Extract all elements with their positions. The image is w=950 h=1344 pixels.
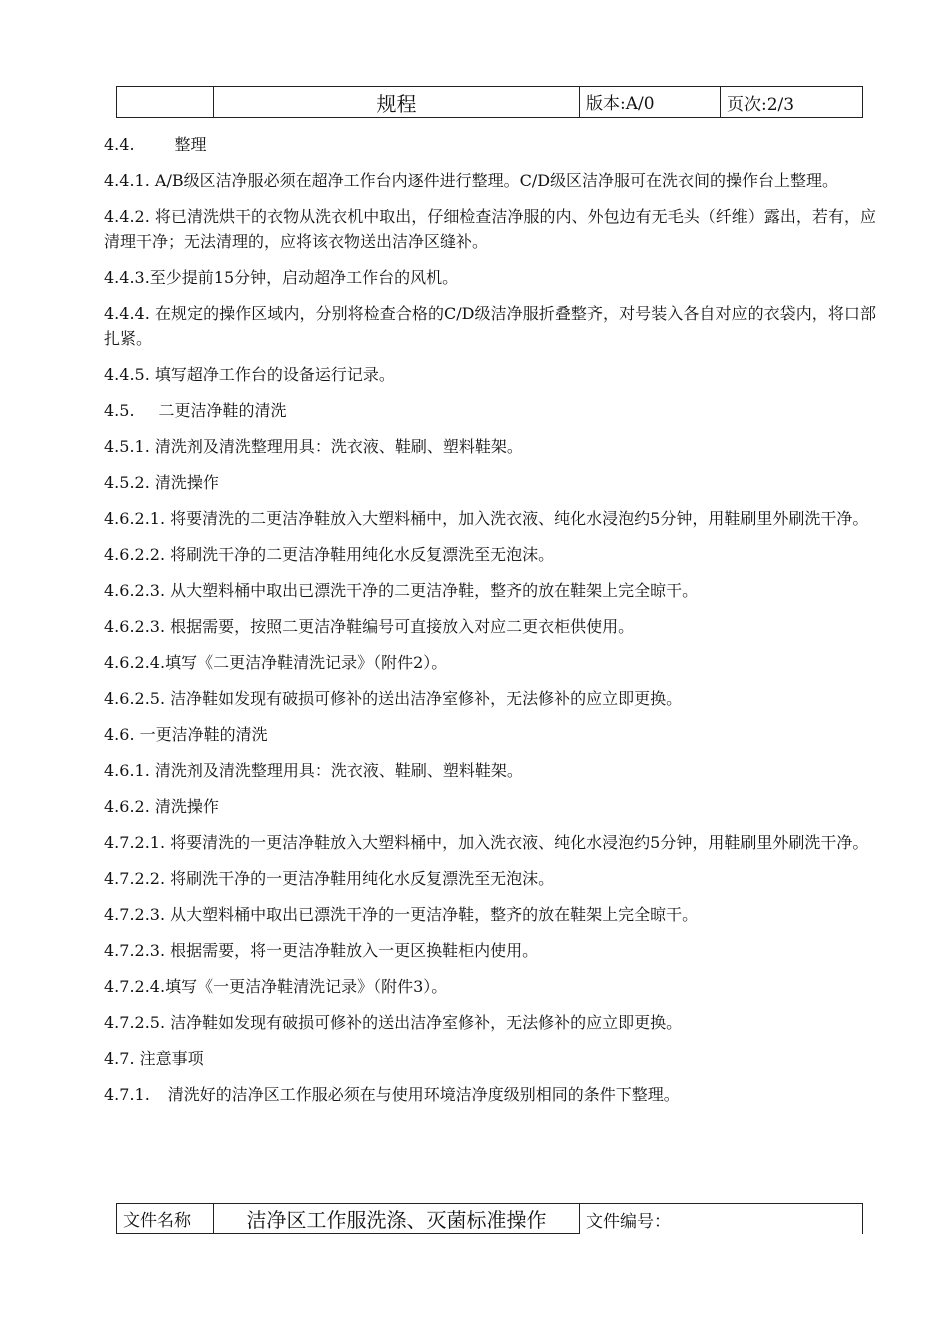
footer-table	[116, 1203, 863, 1234]
para-4-6-1: 4.6.1. 清洗剂及清洗整理用具：洗衣液、鞋刷、塑料鞋架。	[104, 761, 523, 780]
para-4-7-2-3a: 4.7.2.3. 从大塑料桶中取出已漂洗干净的一更洁净鞋，整齐的放在鞋架上完全晾干。	[104, 905, 699, 924]
footer-number-label: 文件编号：	[580, 1204, 863, 1234]
para-4-4-4: 4.4.4. 在规定的操作区域内，分别将检查合格的C/D级洁净服折叠整齐，对号装入各自对应的衣袋内，将口部扎紧。	[104, 304, 876, 348]
para-4-4-1: 4.4.1. A/B级区洁净服必须在超净工作台内逐件进行整理。C/D级区洁净服可在洗衣间的操作台上整理。	[104, 171, 839, 190]
para-4-6-2-3a: 4.6.2.3. 从大塑料桶中取出已漂洗干净的二更洁净鞋，整齐的放在鞋架上完全晾干。	[104, 581, 699, 600]
header-page: 页次:2/3	[721, 87, 863, 118]
section-4-4	[104, 132, 876, 157]
para-4-7-2-3b: 4.7.2.3. 根据需要，将一更洁净鞋放入一更区换鞋柜内使用。	[104, 941, 539, 960]
para-4-7-1	[104, 1082, 876, 1107]
document-body	[104, 132, 876, 1118]
para-4-6-2-4: 4.6.2.4.填写《二更洁净鞋清洗记录》（附件2）。	[104, 653, 448, 672]
header-version: 版本:A/0	[580, 87, 721, 118]
section-title: 整理	[174, 135, 207, 154]
para-text: 清洗好的洁净区工作服必须在与使用环境洁净度级别相同的条件下整理。	[167, 1085, 680, 1104]
header-title: 规程	[214, 87, 580, 118]
para-4-6-2-5: 4.6.2.5. 洁净鞋如发现有破损可修补的送出洁净室修补，无法修补的应立即更换。	[104, 689, 683, 708]
para-4-7-2-4: 4.7.2.4.填写《一更洁净鞋清洗记录》（附件3）。	[104, 977, 448, 996]
section-number: 4.7.1.	[104, 1085, 150, 1104]
para-4-7-2-1: 4.7.2.1. 将要清洗的一更洁净鞋放入大塑料桶中，加入洗衣液、纯化水浸泡约5分钟，用鞋刷里外刷洗干净。	[104, 833, 869, 852]
para-4-6-2-2: 4.6.2.2. 将刷洗干净的二更洁净鞋用纯化水反复漂洗至无泡沫。	[104, 545, 555, 564]
para-4-6-2-1: 4.6.2.1. 将要清洗的二更洁净鞋放入大塑料桶中，加入洗衣液、纯化水浸泡约5分钟，用鞋刷里外刷洗干净。	[104, 509, 869, 528]
para-4-5-2: 4.5.2. 清洗操作	[104, 473, 219, 492]
section-number: 4.5.	[104, 401, 135, 420]
section-number: 4.4.	[104, 135, 135, 154]
section-4-6: 4.6. 一更洁净鞋的清洗	[104, 725, 268, 744]
section-4-7: 4.7. 注意事项	[104, 1049, 204, 1068]
section-4-5	[104, 398, 876, 423]
para-4-6-2-3b: 4.6.2.3. 根据需要，按照二更洁净鞋编号可直接放入对应二更衣柜供使用。	[104, 617, 635, 636]
para-4-4-2: 4.4.2. 将已清洗烘干的衣物从洗衣机中取出，仔细检查洁净服的内、外包边有无毛头（纤维）露出，若有，应清理干净；无法清理的，应将该衣物送出洁净区缝补。	[104, 207, 876, 251]
section-title: 二更洁净鞋的清洗	[158, 401, 287, 420]
footer-doc-title: 洁净区工作服洗涤、灭菌标准操作	[214, 1204, 580, 1234]
para-4-7-2-2: 4.7.2.2. 将刷洗干净的一更洁净鞋用纯化水反复漂洗至无泡沫。	[104, 869, 555, 888]
footer-name-label: 文件名称	[117, 1204, 214, 1234]
header-empty-cell	[117, 87, 214, 118]
header-table	[116, 86, 863, 118]
para-4-4-5: 4.4.5. 填写超净工作台的设备运行记录。	[104, 365, 395, 384]
para-4-4-3: 4.4.3.至少提前15分钟，启动超净工作台的风机。	[104, 268, 459, 287]
para-4-7-2-5: 4.7.2.5. 洁净鞋如发现有破损可修补的送出洁净室修补，无法修补的应立即更换。	[104, 1013, 683, 1032]
para-4-5-1: 4.5.1. 清洗剂及清洗整理用具：洗衣液、鞋刷、塑料鞋架。	[104, 437, 523, 456]
para-4-6-2: 4.6.2. 清洗操作	[104, 797, 219, 816]
